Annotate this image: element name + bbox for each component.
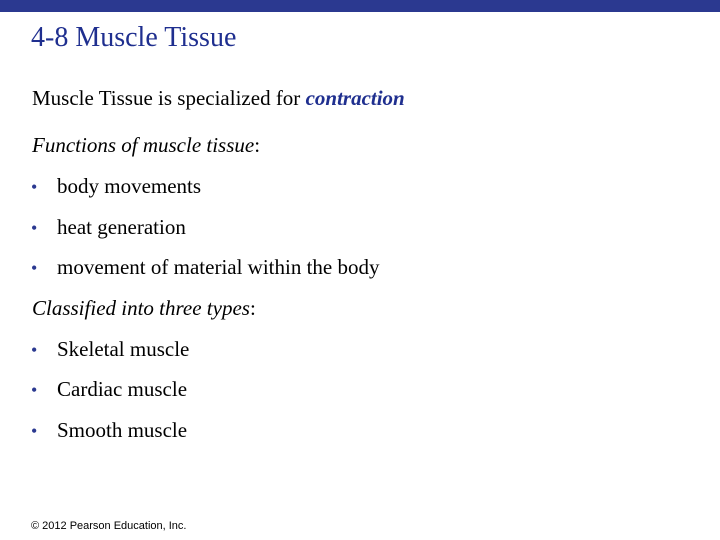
list-item-text: Cardiac muscle [57, 377, 188, 401]
list-item [31, 376, 187, 403]
list-item [31, 173, 201, 200]
bullet-icon: • [31, 177, 38, 197]
list-item [31, 417, 187, 444]
intro-line [32, 85, 405, 111]
intro-emphasis: contraction [305, 86, 405, 110]
bullet-icon: • [31, 218, 38, 238]
slide-title: 4-8 Muscle Tissue [31, 22, 237, 53]
list-item [31, 254, 380, 281]
intro-subject: Muscle Tissue [32, 86, 153, 110]
list-item-text: Skeletal muscle [57, 337, 190, 361]
list-item-text: movement of material within the body [57, 255, 380, 279]
bullet-icon: • [31, 421, 38, 441]
types-heading-colon: : [249, 296, 256, 320]
types-heading-line [32, 295, 256, 321]
functions-heading: Functions of muscle tissue [32, 133, 255, 157]
intro-middle: is specialized for [152, 86, 306, 110]
list-item [31, 336, 189, 363]
list-item-text: Smooth muscle [57, 418, 188, 442]
list-item-text: body movements [57, 174, 202, 198]
functions-heading-line [32, 132, 260, 158]
functions-heading-colon: : [254, 133, 261, 157]
bullet-icon: • [31, 258, 38, 278]
copyright-notice: © 2012 Pearson Education, Inc. [31, 520, 187, 532]
list-item [31, 214, 186, 241]
list-item-text: heat generation [57, 215, 186, 239]
bullet-icon: • [31, 380, 38, 400]
top-accent-bar [0, 0, 720, 12]
types-heading: Classified into three types [32, 296, 250, 320]
bullet-icon: • [31, 340, 38, 360]
